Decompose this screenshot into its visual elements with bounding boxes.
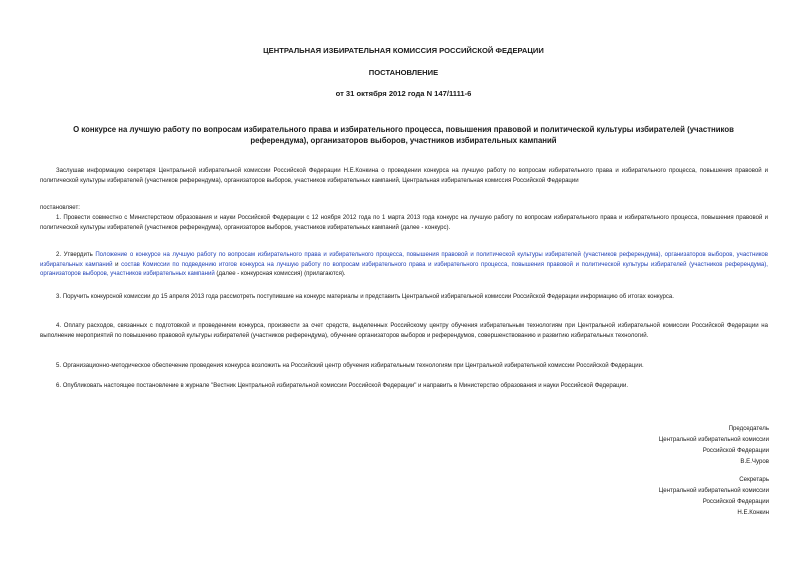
secretary-org-line-2: Российской Федерации	[702, 497, 769, 505]
document-date-number: от 31 октября 2012 года N 147/1111-6	[335, 89, 472, 98]
secretary-signature-block	[509, 475, 769, 519]
chair-org-line-2: Российской Федерации	[702, 446, 769, 454]
document-type-heading: ПОСТАНОВЛЕНИЕ	[368, 68, 439, 77]
intro-paragraph	[40, 167, 768, 186]
chair-org-line-1: Центральной избирательной комиссии	[658, 435, 769, 443]
chair-signature-block	[509, 424, 769, 468]
intro-text: Заслушав информацию секретаря Центральной избирательной комиссии Российской Федерации Н.Е.Конкина о проведении конкурса на лучшую работу по вопросам избирательного права и избирательного процесса, повышения правовой и политической культуры избирателей (участников референдума), организаторов выборов, участников избирательных кампаний, Центральная избирательная комиссия Российской Федерации	[40, 168, 768, 184]
item-1-paragraph	[40, 214, 768, 233]
chair-role: Председатель	[728, 425, 769, 432]
item-6-text: 6. Опубликовать настоящее постановление в журнале "Вестник Центральной избирательной комиссии Российской Федерации" и направить в Министерство образования и науки Российской Федерации.	[56, 383, 629, 389]
item-5-text: 5. Организационно-методическое обеспечение проведения конкурса возложить на Российский центр обучения избирательным технологиям при Центральной избирательной комиссии Российской Федерации.	[56, 363, 644, 369]
item-5-paragraph	[40, 362, 768, 372]
item-6-paragraph	[40, 382, 768, 392]
secretary-name: Н.Е.Конкин	[737, 508, 769, 516]
item-1-text: 1. Провести совместно с Министерством образования и науки Российской Федерации с 12 ноября 2012 года по 1 марта 2013 года конкурс на лучшую работу по вопросам избирательного права и избирательного процесса, повышения правовой и политической культуры избирателей (участников референдума), организаторов выборов, участников избирательных кампаний (далее - конкурс).	[40, 215, 768, 231]
item-2-paragraph	[40, 251, 768, 280]
commission-composition-link[interactable]: состав Комиссии по подведению итогов конкурса на лучшую работу по вопросам избирательного права и избирательного процесса, повышения правовой и политической культуры избирателей (участников референдума), организаторов выборов, участников избирательных кампаний	[40, 261, 768, 278]
item-3-text: 3. Поручить конкурсной комиссии до 15 апреля 2013 года рассмотреть поступившие на конкурс материалы и представить Центральной избирательной комиссии Российской Федерации информацию об итогах конкурса.	[56, 294, 674, 300]
item-2-prefix: 2. Утвердить	[56, 252, 96, 258]
item-4-text: 4. Оплату расходов, связанных с подготовкой и проведением конкурса, произвести за счет средств, выделенных Российскому центру обучения избирательным технологиям при Центральной избирательной комиссии Российской Федерации на выполнение мероприятий по повышению правовой культуры избирателей (участников референдума), обучение организаторов выборов и референдумов, совершенствованию и развитию избирательных технологий.	[40, 323, 768, 339]
item-2-suffix: (далее - конкурсная комиссия) (прилагаются).	[214, 271, 346, 278]
organization-heading: ЦЕНТРАЛЬНАЯ ИЗБИРАТЕЛЬНАЯ КОМИССИЯ РОССИЙСКОЙ ФЕДЕРАЦИИ	[263, 46, 544, 55]
resolves-label: постановляет:	[40, 205, 80, 211]
chair-name: В.Е.Чуров	[740, 457, 769, 465]
item-4-paragraph	[40, 322, 768, 341]
regulation-link[interactable]: Положение о конкурсе на лучшую работу по вопросам избирательного права и избирательного процесса, повышения правовой и политической культуры избирателей (участников референдума), организаторов выборов, участников избирательных кампаний	[40, 252, 768, 268]
item-3-paragraph	[40, 293, 768, 303]
document-title: О конкурсе на лучшую работу по вопросам избирательного права и избирательного процесса, повышения правовой и политической культуры избирателей (участников референдума), организаторов выборов, участников избирательных кампаний	[73, 125, 734, 145]
item-2-mid: и	[112, 261, 122, 268]
secretary-org-line-1: Центральной избирательной комиссии	[658, 486, 769, 494]
secretary-role: Секретарь	[739, 476, 769, 483]
